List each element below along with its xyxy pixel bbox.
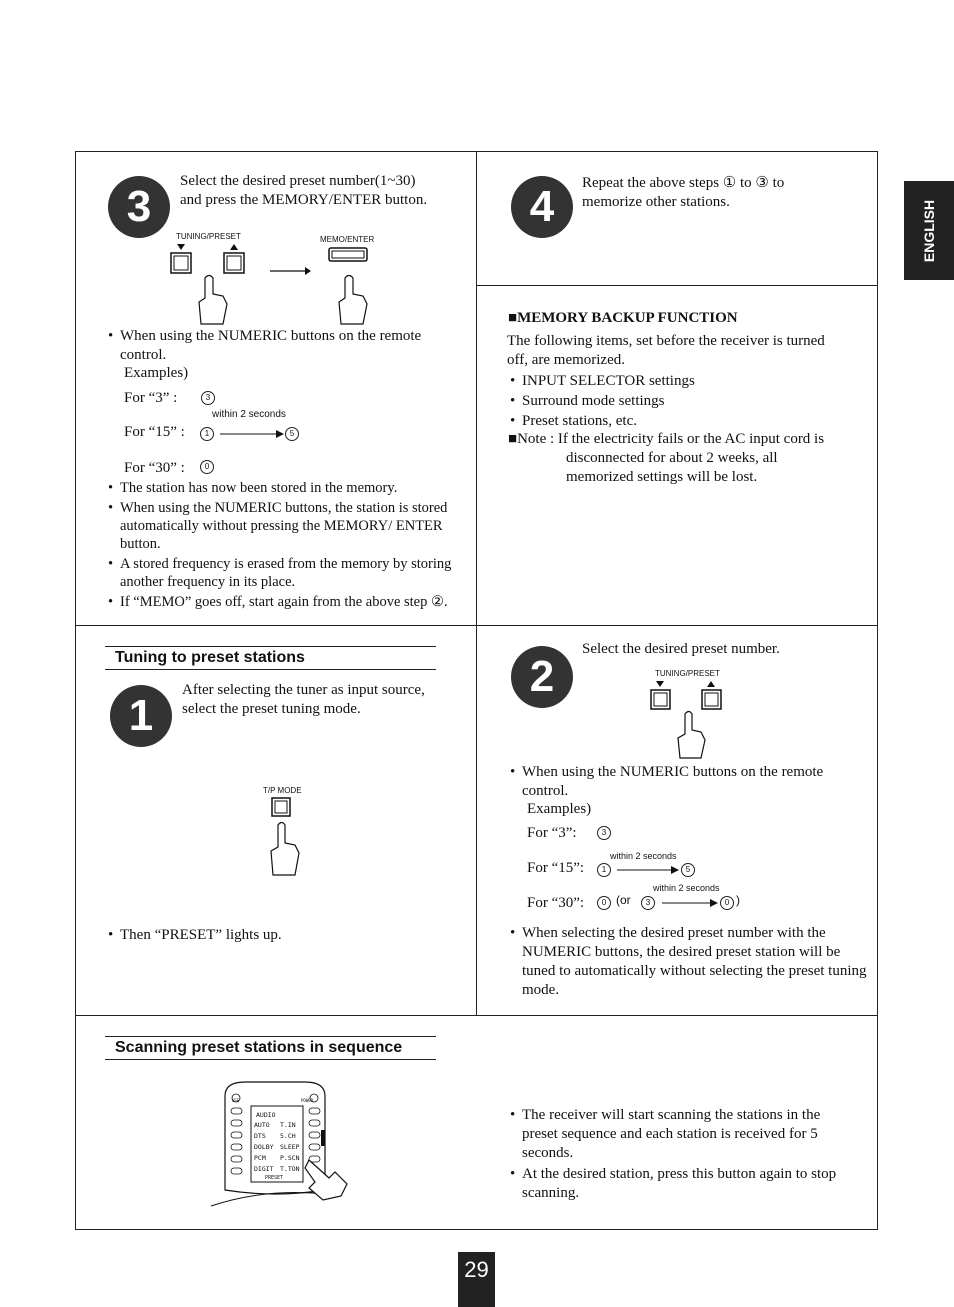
arrow-right-icon bbox=[660, 896, 722, 910]
step-3-line-1: Select the desired preset number(1~30) bbox=[180, 173, 416, 189]
memory-backup-intro: The following items, set before the receiver is turned off, are memorized. bbox=[507, 333, 825, 368]
remote-pscn-label: P.SCN bbox=[280, 1154, 300, 1162]
remote-sleep-label: SLEEP bbox=[280, 1143, 300, 1151]
step-3-notes bbox=[108, 479, 468, 613]
tuning-down-button[interactable] bbox=[171, 253, 191, 273]
step-2-for-15-label: For “15”: bbox=[527, 860, 585, 876]
digit-3-button: 3 bbox=[201, 391, 215, 405]
remote-dolby-label: DOLBY bbox=[254, 1143, 274, 1151]
column-divider bbox=[476, 151, 477, 1015]
remote-auto-label: AUTO bbox=[254, 1121, 270, 1129]
step-2-notes bbox=[510, 924, 868, 1002]
arrow-right-icon bbox=[218, 427, 288, 441]
step-3-for-3-label: For “3” : bbox=[124, 390, 178, 406]
row-divider-top-right bbox=[476, 285, 878, 286]
step-2-tuning-preset-label: TUNING/PRESET bbox=[655, 669, 720, 678]
tuning-up-arrow-icon bbox=[707, 681, 715, 687]
digit-5-button: 5 bbox=[285, 427, 299, 441]
tuning-up-arrow-icon bbox=[230, 244, 238, 250]
step-1-badge: 1 bbox=[110, 685, 172, 747]
step-2-buttons-illustration bbox=[645, 678, 735, 760]
hand-pointer-icon bbox=[339, 276, 367, 325]
hand-pointer-icon bbox=[199, 276, 227, 325]
scanning-notes bbox=[510, 1106, 850, 1205]
language-tab bbox=[904, 181, 954, 280]
step-3-instruction bbox=[180, 172, 470, 210]
digit-0-button: 0 bbox=[200, 460, 214, 474]
step-4-instruction bbox=[582, 174, 872, 212]
remote-use-label: USE bbox=[232, 1098, 240, 1103]
square-bullet-icon: ■ bbox=[508, 310, 518, 326]
step-2-examples-label: Examples) bbox=[527, 801, 592, 817]
step-3-for-30-label: For “30” : bbox=[124, 460, 185, 476]
tuning-down-arrow-icon bbox=[177, 244, 185, 250]
list-item: • Surround mode settings bbox=[510, 392, 860, 410]
digit-1-button: 1 bbox=[200, 427, 214, 441]
row-divider-bottom bbox=[75, 1015, 878, 1016]
step-3-examples-label: Examples) bbox=[124, 365, 189, 381]
language-tab-label: ENGLISH bbox=[921, 199, 937, 262]
list-item: • When using the NUMERIC buttons, the station is stored automatically without pressing the MEMORY/ ENTER button. bbox=[108, 499, 468, 553]
list-item: • When using the NUMERIC buttons on the remote control. bbox=[510, 763, 870, 801]
step-3-within-label: within 2 seconds bbox=[212, 409, 286, 420]
remote-tin-label: T.IN bbox=[280, 1121, 296, 1129]
tp-mode-button[interactable] bbox=[272, 798, 290, 816]
list-item: • If “MEMO” goes off, start again from the above step ②. bbox=[108, 593, 468, 611]
page-number: 29 bbox=[458, 1252, 495, 1307]
list-item: • Then “PRESET” lights up. bbox=[108, 926, 468, 945]
row-divider-middle bbox=[75, 625, 878, 626]
close-paren-label: ) bbox=[736, 893, 740, 907]
remote-tton-label: T.TON bbox=[280, 1165, 300, 1173]
digit-1-button: 1 bbox=[597, 863, 611, 877]
digit-3-button-alt: 3 bbox=[641, 896, 655, 910]
list-item: • Preset stations, etc. bbox=[510, 412, 860, 430]
digit-3-button: 3 bbox=[597, 826, 611, 840]
square-bullet-icon: ■ bbox=[508, 431, 518, 447]
step-4-line-1: Repeat the above steps ① to ③ to bbox=[582, 175, 785, 191]
memory-backup-items bbox=[510, 372, 860, 432]
scanning-section-heading: Scanning preset stations in sequence bbox=[105, 1036, 436, 1060]
step-2-within-label: within 2 seconds bbox=[610, 851, 677, 861]
tuning-section-heading: Tuning to preset stations bbox=[105, 646, 436, 670]
list-item: • The receiver will start scanning the stations in the preset sequence and each station is received for 5 seconds. bbox=[510, 1106, 850, 1163]
remote-pcm-label: PCM bbox=[254, 1154, 266, 1162]
step-2-within-label-2: within 2 seconds bbox=[653, 883, 720, 893]
list-item: • INPUT SELECTOR settings bbox=[510, 372, 860, 390]
arrow-right-icon bbox=[270, 267, 311, 275]
step-1-instruction: After selecting the tuner as input source, select the preset tuning mode. bbox=[182, 682, 425, 717]
list-item: • At the desired station, press this button again to stop scanning. bbox=[510, 1165, 850, 1203]
step-2-for-30-label: For “30”: bbox=[527, 895, 585, 911]
hand-pointer-icon bbox=[678, 712, 705, 759]
tuning-preset-label: TUNING/PRESET bbox=[176, 232, 241, 241]
tuning-down-arrow-icon bbox=[656, 681, 664, 687]
memory-backup-note: ■Note : If the electricity fails or the AC input cord is disconnected for about 2 weeks, all memorized settings will be lost. bbox=[508, 431, 825, 485]
remote-dts-label: DTS bbox=[254, 1132, 266, 1140]
tuning-down-button[interactable] bbox=[651, 690, 670, 709]
step-4-line-2: memorize other stations. bbox=[582, 194, 730, 210]
step-2-badge: 2 bbox=[511, 646, 573, 708]
step-2-instruction: Select the desired preset number. bbox=[582, 641, 780, 657]
remote-control-labels bbox=[205, 1078, 355, 1210]
step-3-line-2: and press the MEMORY/ENTER button. bbox=[180, 192, 428, 208]
list-item: • When using the NUMERIC buttons on the remote control. bbox=[108, 327, 468, 365]
step-3-buttons-illustration bbox=[165, 240, 385, 330]
or-label: (or bbox=[616, 893, 631, 907]
remote-audio-label: AUDIO bbox=[256, 1111, 276, 1119]
list-item: • When selecting the desired preset number with the NUMERIC buttons, the desired preset station will be tuned to automatically without selecting the preset tuning mode. bbox=[510, 924, 868, 1000]
tp-mode-illustration bbox=[260, 795, 310, 880]
step-3-for-15-label: For “15” : bbox=[124, 424, 185, 440]
tp-mode-label: T/P MODE bbox=[263, 786, 302, 795]
list-item: • A stored frequency is erased from the memory by storing another frequency in its place. bbox=[108, 555, 468, 591]
digit-0-button: 0 bbox=[597, 896, 611, 910]
step-1-notes bbox=[108, 926, 468, 947]
step-4-badge: 4 bbox=[511, 176, 573, 238]
digit-0-button-alt: 0 bbox=[720, 896, 734, 910]
list-item: • The station has now been stored in the memory. bbox=[108, 479, 468, 497]
step-3-numeric-bullet bbox=[108, 327, 468, 367]
step-3-badge: 3 bbox=[108, 176, 170, 238]
digit-5-button: 5 bbox=[681, 863, 695, 877]
memo-enter-label: MEMO/ENTER bbox=[320, 235, 375, 244]
hand-pointer-icon bbox=[271, 823, 299, 876]
remote-power-label: POWER bbox=[301, 1098, 314, 1103]
remote-5ch-label: 5.CH bbox=[280, 1132, 296, 1140]
memo-enter-button[interactable] bbox=[329, 248, 367, 261]
step-2-numeric-bullet bbox=[510, 763, 870, 803]
remote-digit-label: DIGIT bbox=[254, 1165, 274, 1173]
remote-preset-label: PRESET bbox=[265, 1175, 284, 1181]
tuning-up-button[interactable] bbox=[224, 253, 244, 273]
tuning-up-button[interactable] bbox=[702, 690, 721, 709]
arrow-right-icon bbox=[615, 863, 683, 877]
step-2-for-3-label: For “3”: bbox=[527, 825, 577, 841]
memory-backup-title: ■MEMORY BACKUP FUNCTION bbox=[508, 310, 738, 326]
